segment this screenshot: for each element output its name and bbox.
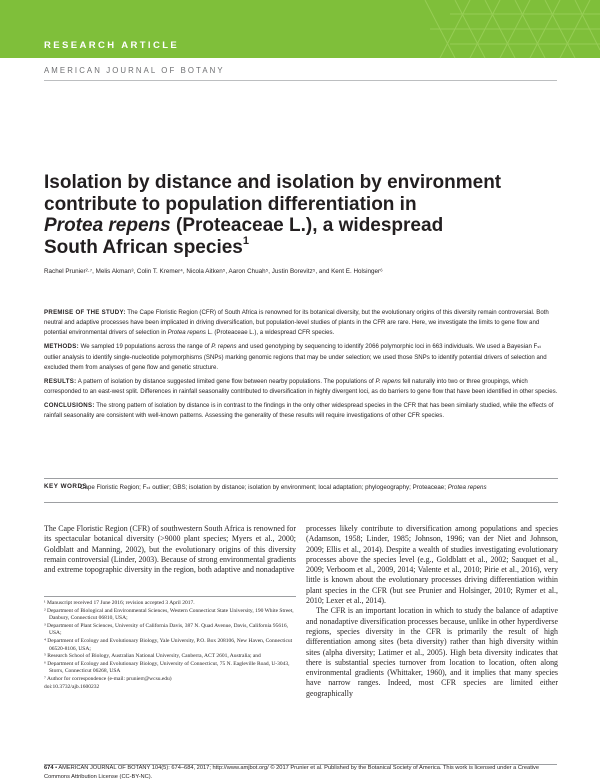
results-species: P. repens — [375, 377, 401, 385]
body-column-left — [44, 524, 296, 575]
body-paragraph: The Cape Floristic Region (CFR) of southwestern South Africa is renowned for its spectacular botanical diversity (>9000 plant species; Myers et al., 2000; Goldblatt and Manning, 2002), but the evolutionary origins of this diversity remain controversial (Linder, 2003). Because of strong environmental gradients and extreme topographic diversity in the region, both adaptive and nonadaptive — [44, 524, 296, 575]
page-number: 674 — [44, 765, 54, 771]
title-line-2: contribute to population differentiation in — [44, 193, 417, 215]
footnote: ³ Department of Plant Sciences, University of California Davis, 387 N. Quad Avenue, Davis, California 95616, USA; — [44, 622, 288, 637]
keywords-box — [44, 478, 558, 503]
footnote: ¹ Manuscript received 17 June 2016; revision accepted 3 April 2017. — [44, 600, 195, 606]
premise-text-end: L. (Proteaceae L.), a widespread CFR species. — [205, 329, 335, 337]
banner-pattern — [400, 0, 600, 58]
methods-text-a: We sampled 19 populations across the range of — [78, 343, 212, 351]
conclusions-text: The strong pattern of isolation by distance is in contrast to the findings in the only other widespread species in the CFR that has been similarly studied, while the effects of rainfall seasonality are consistent with well-known patterns. Assessing the generality of these results will require investigations of other CFR species. — [44, 402, 554, 420]
premise-heading: PREMISE OF THE STUDY: — [44, 309, 126, 316]
abstract-premise — [44, 308, 558, 338]
title-line-4 — [44, 234, 484, 259]
keywords-text: Cape Floristic Region; Fₛₜ outlier; GBS; isolation by distance; isolation by environment; local adaptation; phylogeography; Proteaceae; — [80, 484, 448, 491]
keywords-heading: KEY WORDS — [44, 483, 88, 490]
methods-species: P. repens — [211, 343, 237, 351]
journal-name: AMERICAN JOURNAL OF BOTANY — [44, 66, 225, 75]
author-list: Rachel Prunier²·⁷, Melis Akman³, Colin T. Kremer⁴, Nicola Aitken⁵, Aaron Chuah⁵, Justin Borevitz⁵, and Kent E. Holsinger⁶ — [44, 268, 383, 275]
premise-text: The Cape Floristic Region (CFR) of South Africa is renowned for its botanical diversity, but the evolutionary origins of this diversity remain controversial. Both neutral and adaptive processes have been implicated in driving diversification, but population-level studies of plants in the CFR are rare. Here, we investigate the limits to gene flow and potential environmental drivers of selection in — [44, 309, 549, 337]
footer-citation: • AMERICAN JOURNAL OF BOTANY 104(5): 674–684, 2017; http://www.amjbot.org/ © 2017 Prunier et al. Published by the Botanical Society of America. This work is licensed under a Creative Commons Attribution License (CC-BY-NC). — [44, 765, 540, 780]
body-column-right — [306, 524, 558, 699]
footnote: ⁷ Author for correspondence (e-mail: prunierr@wcsu.edu) — [44, 675, 172, 682]
footnote: ⁵ Research School of Biology, Australian National University, Canberra, ACT 2601, Australia; and — [44, 653, 261, 660]
footnotes — [44, 596, 296, 691]
title-line-4-text: South African species — [44, 236, 243, 258]
methods-text-b: and used genotyping by sequencing to identify 2066 polymorphic loci in 663 individuals. We used a Bayesian Fₛₜ outlier analysis to identify single-nucleotide polymorphisms (SNPs) marking genomic regions that may be under selection; we used those SNPs to identify potential drivers of selection and excluded them from analyses of gene flow and genetic structure. — [44, 343, 547, 371]
title-line-3 — [44, 215, 484, 237]
methods-heading: METHODS: — [44, 343, 79, 351]
abstract-conclusions — [44, 401, 558, 421]
abstract-methods — [44, 342, 558, 372]
title-line-1: Isolation by distance and isolation by environment — [44, 172, 502, 193]
results-heading: RESULTS: — [44, 377, 77, 385]
footnote: ⁶ Department of Ecology and Evolutionary Biology, University of Connecticut, 75 N. Eagleville Road, U-3043, Storrs, Connecticut 06268, USA — [44, 660, 290, 675]
footnote: ⁴ Department of Ecology and Evolutionary Biology, Yale University, P.O. Box 208106, New Haven, Connecticut 06520-8106, USA; — [44, 637, 293, 652]
body-paragraph: processes likely contribute to diversification among populations and species (Adamson, 1958; Linder, 1985; Johnson, 1996; van der Niet and Johnson, 2009; Ellis et al., 2014). Despite a wealth of studies investigating evolutionary processes above the species level (e.g., Goldblatt et al., 2002; Sauquet et al., 2009; Verboom et al., 2009, 2014; Valente et al., 2010; Pirie et al., 2016), very little is known about the evolutionary processes driving differentiation within plant species in the CFR (but see Prunier and Holsinger, 2010; Rymer et al., 2010; Lexer et al., 2014). — [306, 524, 558, 606]
article-title — [44, 172, 502, 258]
keywords-list — [80, 483, 556, 492]
footnote: ² Department of Biological and Environmental Sciences, Western Connecticut State University, 190 White Street, Danbury, Connecticut 06810, USA; — [44, 607, 294, 622]
footnote: doi:10.3732/ajb.1600232 — [44, 683, 100, 690]
abstract-results — [44, 377, 558, 397]
title-footnote-mark: 1 — [242, 234, 249, 247]
header-divider — [44, 80, 557, 81]
page-footer — [44, 764, 558, 781]
results-text-a: A pattern of isolation by distance suggested limited gene flow between nearby populations. The populations of — [76, 377, 376, 385]
header-banner — [0, 0, 600, 58]
premise-species: Protea repens — [167, 329, 206, 337]
article-type-label: RESEARCH ARTICLE — [44, 40, 180, 51]
title-species: Protea repens — [44, 215, 171, 236]
conclusions-heading: CONCLUSIONS: — [44, 402, 95, 410]
keywords-species: Protea repens — [447, 484, 487, 491]
body-paragraph: The CFR is an important location in which to study the balance of adaptive and nonadaptive diversification processes because, unlike in other hyperdiverse regions, species diversity in the CFR is primarily the result of high differentiation among sites (beta diversity) rather than high diversity within sites (alpha diversity; Latimer et al., 2005). High beta diversity indicates that there is substantial species turnover from location to location, often along environmental gradients (Whittaker, 1960), and it implies that many species have narrow ranges. Indeed, most CFR species are limited either geographically — [306, 606, 558, 698]
results-text-b: fell naturally into two or three groupings, which corresponded to an east-west split. Differences in rainfall seasonality contributed to diversification in highly divergent loci, as do barriers to gene flow that have been identified in other species. — [44, 377, 558, 396]
abstract — [44, 308, 558, 426]
title-line-3-rest: (Proteaceae L.), a widespread — [170, 215, 444, 236]
